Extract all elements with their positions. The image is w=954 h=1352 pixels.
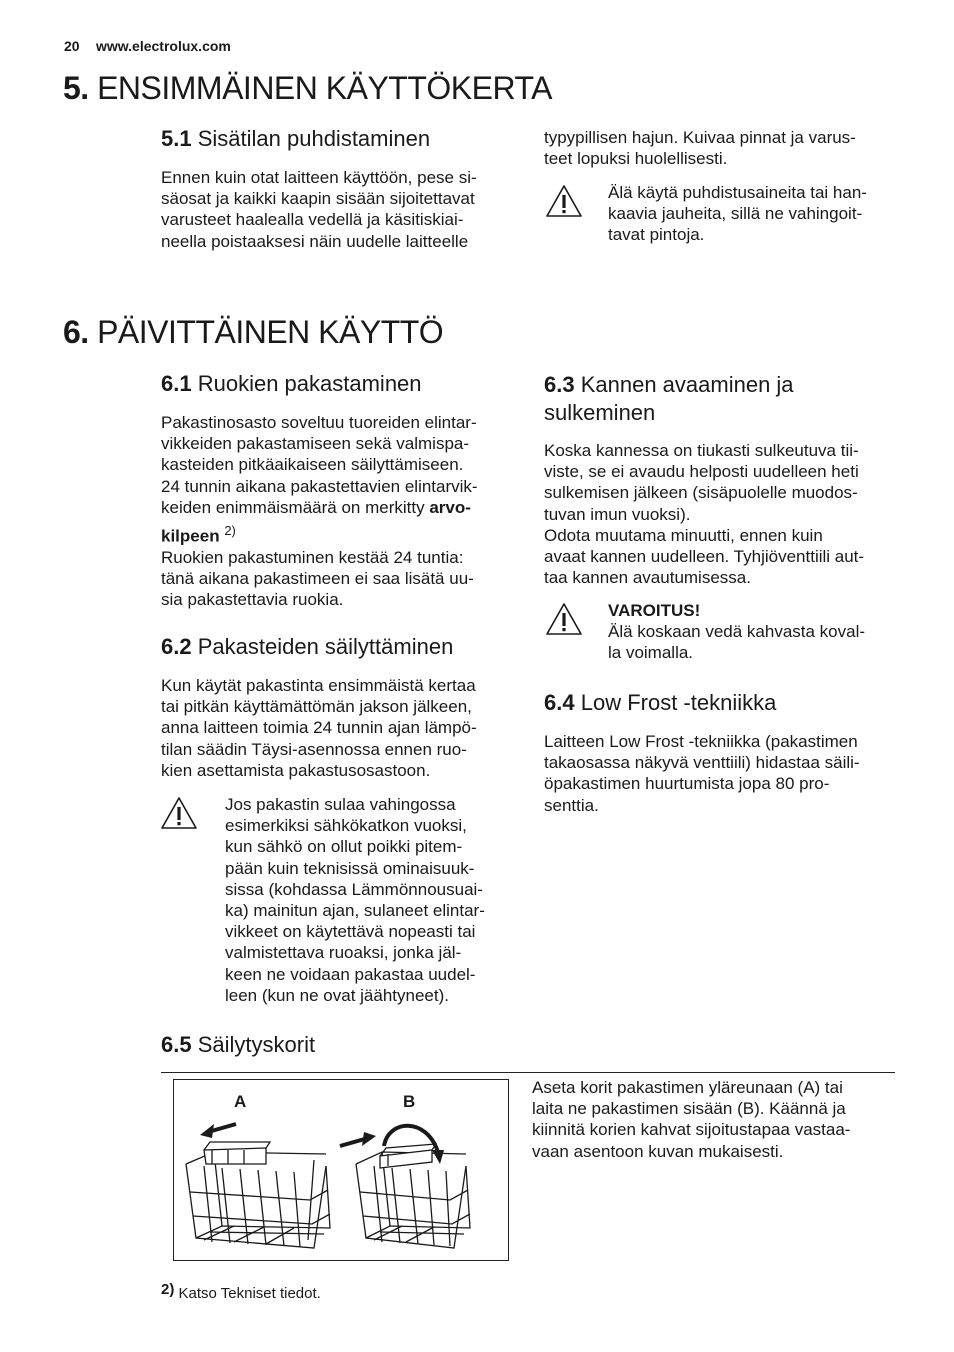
warning-icon (160, 796, 198, 830)
text-line: Älä koskaan vedä kahvasta koval- (608, 622, 866, 642)
text-line: pään kuin teknisissä ominaisuuk- (225, 858, 475, 878)
text-line: anna laitteen toimia 24 tunnin ajan lämpö- (161, 718, 477, 738)
section-6-5-heading (161, 1032, 315, 1058)
text-line: laita ne pakastimen sisään (B). Käännä ja (532, 1099, 846, 1119)
warning-6-3-text (608, 600, 908, 664)
text-line: takaosassa näkyvä venttiili) hidastaa säili- (544, 753, 860, 773)
bold-term: kilpeen (161, 526, 220, 546)
section-6-3-heading (544, 371, 794, 427)
section-title: Säilytyskorit (197, 1032, 316, 1057)
section-title: Low Frost -tekniikka (580, 690, 777, 715)
footnote-text: Katso Tekniset tiedot. (178, 1285, 321, 1302)
figure-label-b: B (403, 1092, 416, 1111)
section-6-2-text (161, 675, 521, 781)
section-title: Sisätilan puhdistaminen (197, 126, 431, 151)
section-number: 6.1 (161, 371, 192, 396)
text-line: vikkeet on käytettävä nopeasti tai (225, 922, 476, 942)
text-line: avaat kannen uudelleen. Tyhjiöventtiili aut- (544, 547, 865, 567)
text-line: kasteiden pitkäaikaiseen säilyttämiseen. (161, 455, 464, 475)
text-fragment: keiden enimmäismäärä on merkitty (161, 497, 430, 517)
text-line: senttia. (544, 795, 599, 815)
text-line: kaavia jauheita, sillä ne vahingoit- (608, 204, 863, 224)
text-line: tai pitkän käyttämättömän jakson jälkeen, (161, 697, 472, 717)
text-line: tänä aikana pakastimeen ei saa lisätä uu- (161, 569, 474, 589)
text-line: typypillisen hajun. Kuivaa pinnat ja varus- (544, 128, 856, 147)
heading-line (544, 371, 794, 399)
basket-b (356, 1144, 470, 1248)
footnote-reference: 2) (224, 523, 236, 539)
text-line: keen ne voidaan pakastaa uudel- (225, 964, 476, 984)
text-line: teet lopuksi huolellisesti. (544, 149, 728, 169)
footnote-mark: 2) (161, 1281, 175, 1298)
text-line: kiinnitä korien kahvat sijoitustapaa vastaa- (532, 1120, 851, 1140)
text-line: Koska kannessa on tiukasti sulkeutuva tii- (544, 441, 859, 460)
section-6-1-heading (161, 371, 422, 397)
figure-label-a: A (234, 1092, 247, 1111)
chapter-5-heading (63, 70, 552, 107)
section-number: 6.5 (161, 1032, 192, 1057)
section-title: Pakasteiden säilyttäminen (197, 634, 454, 659)
warning-title: VAROITUS! (608, 601, 701, 620)
text-line: Jos pakastin sulaa vahingossa (225, 795, 456, 814)
section-6-4-text (544, 731, 904, 816)
text-line: säosat ja kaikki kaapin sisään sijoitettavat (161, 189, 475, 209)
section-number: 6.3 (544, 372, 575, 397)
basket-figure (173, 1079, 509, 1261)
header-url: www.electrolux.com (96, 38, 231, 54)
chapter-title: PÄIVITTÄINEN KÄYTTÖ (97, 314, 444, 350)
section-title: Kannen avaaminen ja (580, 372, 794, 397)
text-line: taa kannen avautumisessa. (544, 568, 751, 588)
text-line: Aseta korit pakastimen yläreunaan (A) tai (532, 1078, 843, 1097)
warning-6-2-text (225, 794, 525, 1006)
text-line: kien asettamista pakastusosastoon. (161, 760, 431, 780)
text-line: Älä käytä puhdistusaineita tai han- (608, 183, 867, 202)
section-6-5-text (532, 1077, 912, 1162)
text-line: leen (kun ne ovat jäähtyneet). (225, 985, 449, 1005)
text-line: vaan asentoon kuvan mukaisesti. (532, 1141, 784, 1161)
text-line: ka) mainitun ajan, sulaneet elintar- (225, 901, 485, 921)
section-number: 5.1 (161, 126, 192, 151)
warning-icon (545, 184, 583, 218)
section-title-continued: sulkeminen (544, 400, 656, 425)
chapter-title: ENSIMMÄINEN KÄYTTÖKERTA (97, 70, 553, 106)
basket-illustration (174, 1080, 508, 1260)
text-line: Ennen kuin otat laitteen käyttöön, pese si- (161, 168, 477, 187)
section-5-1-text-continued (544, 127, 904, 169)
text-line: Kun käytät pakastinta ensimmäistä kertaa (161, 676, 476, 695)
section-number: 6.2 (161, 634, 192, 659)
footnote (161, 1281, 321, 1302)
text-line: Laitteen Low Frost -tekniikka (pakastimen (544, 732, 858, 751)
text-line: tuvan imun vuoksi). (544, 504, 691, 524)
chapter-number: 6. (63, 314, 89, 350)
text-line: viste, se ei avaudu helposti uudelleen heti (544, 462, 859, 482)
chapter-number: 5. (63, 70, 89, 106)
section-6-2-heading (161, 634, 453, 660)
text-line: sia pakastettavia ruokia. (161, 590, 344, 610)
text-line: valmistettava ruoaksi, jonka jäl- (225, 943, 462, 963)
text-line: tilan säädin Täysi-asennossa ennen ruo- (161, 739, 467, 759)
text-line: Pakastinosasto soveltuu tuoreiden elintar- (161, 413, 477, 432)
text-line: Ruokien pakastuminen kestää 24 tuntia: (161, 547, 464, 567)
basket-a (186, 1142, 330, 1248)
section-divider (161, 1072, 895, 1073)
text-line: kun sähkö on ollut poikki pitem- (225, 837, 463, 857)
text-line: öpakastimen huurtumista jopa 80 pro- (544, 774, 830, 794)
text-line: Odota muutama minuutti, ennen kuin (544, 525, 823, 545)
warning-5-1-text (608, 182, 908, 246)
text-line (161, 520, 521, 547)
text-line: esimerkiksi sähkökatkon vuoksi, (225, 816, 467, 836)
chapter-6-heading (63, 314, 443, 351)
text-line: sulkemisen jälkeen (sisäpuolelle muodos- (544, 483, 858, 503)
warning-icon (545, 602, 583, 636)
text-line: varusteet haalealla vedellä ja käsitiskiai- (161, 210, 464, 230)
section-title: Ruokien pakastaminen (197, 371, 422, 396)
section-6-4-heading (544, 690, 776, 716)
section-number: 6.4 (544, 690, 575, 715)
text-line: 24 tunnin aikana pakastettavien elintarvik- (161, 476, 478, 496)
text-line: neella poistaaksesi näin uudelle laitteelle (161, 231, 469, 251)
section-5-1-text (161, 167, 521, 252)
page-number: 20 (64, 38, 80, 54)
section-6-1-text (161, 412, 521, 610)
text-line: sissa (kohdassa Lämmönnousuai- (225, 879, 483, 899)
text-line: vikkeiden pakastamiseen sekä valmispa- (161, 434, 470, 454)
text-line: la voimalla. (608, 643, 694, 663)
text-line (161, 497, 521, 518)
section-6-3-text (544, 440, 904, 588)
bold-term: arvo- (429, 497, 471, 517)
text-line: tavat pintoja. (608, 225, 705, 245)
section-5-1-heading (161, 126, 430, 152)
